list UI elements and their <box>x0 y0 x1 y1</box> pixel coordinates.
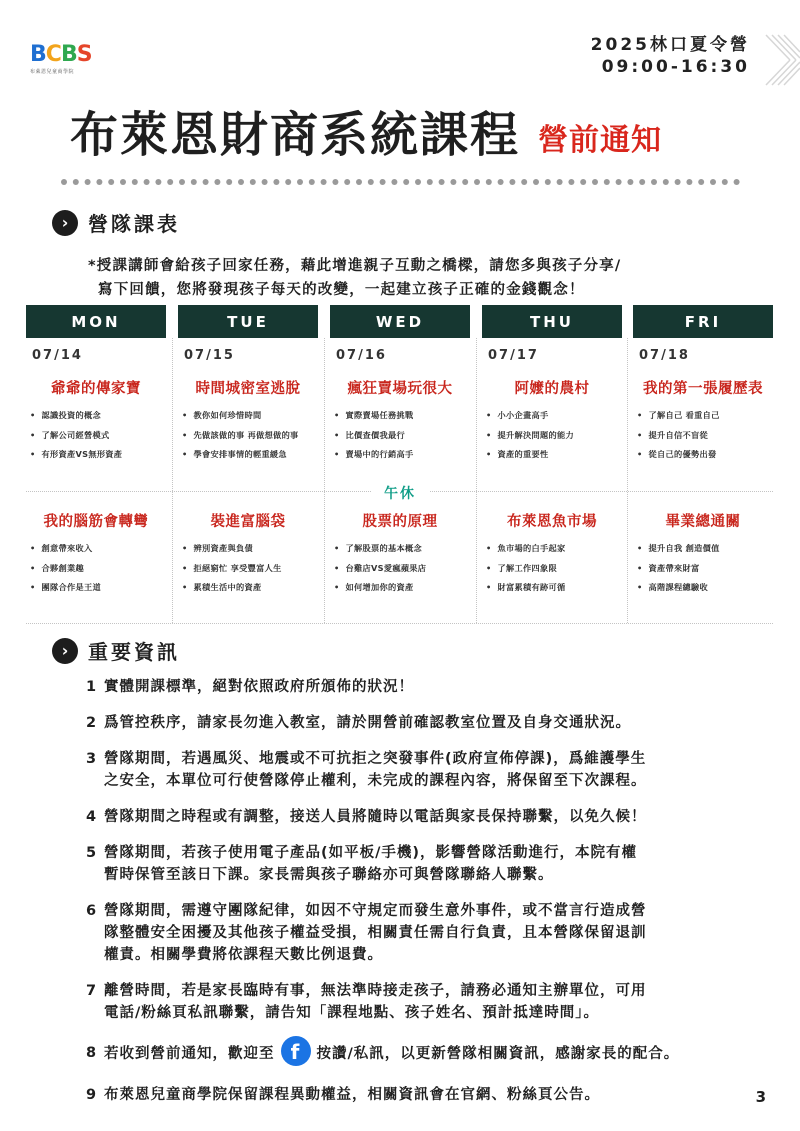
note-text: 營隊期間，若孩子使用電子產品(如平板/手機)，影響營隊活動進行，本院有權 暫時保管至該日下課。家長需與孩子聯絡亦可與營隊聯絡人聯繫。 <box>104 845 638 883</box>
logo-letter: B <box>30 42 46 67</box>
divider-dot <box>533 179 539 185</box>
afternoon-thu <box>482 510 622 601</box>
note-text: 營隊期間之時程或有調整，接送人員將隨時以電話與家長保持聯繫，以免久候！ <box>104 809 647 825</box>
point: • 資產的重要性 <box>486 448 622 468</box>
divider-dot <box>96 179 102 185</box>
divider-dot <box>285 179 291 185</box>
divider-dot <box>450 179 456 185</box>
point: • 學會安排事情的輕重緩急 <box>182 448 318 468</box>
point: • 高階課程總驗收 <box>637 581 773 601</box>
afternoon-topic: 股票的原理 <box>362 514 438 530</box>
day-column-tue <box>178 305 318 468</box>
note-item <box>86 842 766 886</box>
divider-dot <box>557 179 563 185</box>
divider-dot <box>580 179 586 185</box>
camp-name: 2025林口夏令營 <box>590 35 750 55</box>
divider-dot <box>509 179 515 185</box>
morning-points <box>178 409 318 468</box>
note-text-after: 按讚/私訊，以更新營隊相關資訊，感謝家長的配合。 <box>316 1046 680 1062</box>
divider-dot <box>734 179 740 185</box>
schedule-section-header <box>52 208 180 237</box>
divider-dot <box>462 179 468 185</box>
divider-dot <box>627 179 633 185</box>
point: • 了解工作四象限 <box>486 562 622 582</box>
point: • 資產帶來財富 <box>637 562 773 582</box>
point: • 提升自我 創造價值 <box>637 542 773 562</box>
info-section-title: 重要資訊 <box>88 640 180 664</box>
note-item <box>86 900 766 966</box>
day-date: 07/17 <box>488 348 539 363</box>
divider-dot <box>498 179 504 185</box>
day-header: WED <box>330 305 470 338</box>
note-text-before: 若收到營前通知，歡迎至 <box>104 1046 275 1062</box>
note-item <box>86 1084 766 1106</box>
day-column-fri <box>633 305 773 468</box>
divider-dot <box>61 179 67 185</box>
afternoon-tue <box>178 510 318 601</box>
note-item <box>86 980 766 1024</box>
logo-letter: S <box>76 42 92 67</box>
divider-dot <box>368 179 374 185</box>
day-date: 07/15 <box>184 348 235 363</box>
divider-dot <box>297 179 303 185</box>
divider-dot <box>85 179 91 185</box>
note-number: 3 <box>86 751 98 767</box>
point: • 小小企畫高手 <box>486 409 622 429</box>
day-date: 07/14 <box>32 348 83 363</box>
afternoon-mon <box>26 510 166 601</box>
divider-dot <box>639 179 645 185</box>
chevron-right-icon: › <box>52 210 78 236</box>
point: • 先做該做的事 再做想做的事 <box>182 429 318 449</box>
schedule-grid <box>26 305 773 625</box>
page-subtitle: 營前通知 <box>538 123 663 158</box>
note-number: 5 <box>86 845 98 861</box>
divider-dot <box>344 179 350 185</box>
day-header: FRI <box>633 305 773 338</box>
note-number: 7 <box>86 983 98 999</box>
note-item <box>86 676 766 698</box>
divider-dot <box>698 179 704 185</box>
logo-letter: B <box>60 42 77 67</box>
afternoon-wed <box>330 510 470 601</box>
point: • 認識投資的概念 <box>30 409 166 429</box>
afternoon-fri <box>633 510 773 601</box>
logo-letter: C <box>45 42 61 67</box>
divider-dot <box>321 179 327 185</box>
note-text: 布萊恩兒童商學院保留課程異動權益，相關資訊會在官網、粉絲頁公告。 <box>104 1087 600 1103</box>
schedule-bottom-separator <box>26 623 773 624</box>
note-item <box>86 712 766 734</box>
point: • 台雞店VS愛瘋蘋果店 <box>334 562 470 582</box>
divider-dot <box>415 179 421 185</box>
point: • 教你如何珍惜時間 <box>182 409 318 429</box>
point: • 了解自己 看重自己 <box>637 409 773 429</box>
divider-dot <box>167 179 173 185</box>
divider-dot <box>108 179 114 185</box>
point: • 創意帶來收入 <box>30 542 166 562</box>
logo-letters <box>30 40 100 66</box>
divider-dot <box>144 179 150 185</box>
divider-dot <box>592 179 598 185</box>
note-item <box>86 748 766 792</box>
divider-dot <box>604 179 610 185</box>
divider-dot <box>332 179 338 185</box>
morning-topic: 時間城密室逃脫 <box>195 381 301 397</box>
note-text: 營隊期間，需遵守團隊紀律，如因不守規定而發生意外事件，或不當言行造成營 隊整體安全困擾及其他孩子權益受損，相關責任需自行負責，且本營隊保留退訓 權責。相關學費將依課程天數比例退費。 <box>104 903 647 963</box>
facebook-icon[interactable]: f <box>281 1036 311 1066</box>
point: • 累積生活中的資產 <box>182 581 318 601</box>
divider-dot <box>262 179 268 185</box>
note-text: 離營時間，若是家長臨時有事，無法準時接走孩子，請務必通知主辦單位，可用 電話/粉絲頁私訊聯繫，請告知「課程地點、孩子姓名、預計抵達時間」。 <box>104 983 647 1021</box>
divider-dot <box>568 179 574 185</box>
note-number: 4 <box>86 809 98 825</box>
divider-dot <box>238 179 244 185</box>
morning-points <box>482 409 622 468</box>
intro-line: 寫下回饋，您將發現孩子每天的改變，一起建立孩子正確的金錢觀念！ <box>98 282 585 298</box>
column-separator <box>627 338 628 623</box>
point: • 從自己的優勢出發 <box>637 448 773 468</box>
afternoon-points <box>178 542 318 601</box>
point: • 比價查價我最行 <box>334 429 470 449</box>
intro-line: *授課講師會給孩子回家任務，藉此增進親子互動之橋樑，請您多與孩子分享/ <box>88 258 622 274</box>
divider-dot <box>214 179 220 185</box>
notes-list <box>86 676 766 1106</box>
chevron-right-icon: › <box>52 638 78 664</box>
logo-subtitle: 布萊恩兒童商學院 <box>30 69 75 75</box>
point: • 合夥創業趣 <box>30 562 166 582</box>
note-number: 1 <box>86 679 98 695</box>
divider-dot <box>675 179 681 185</box>
afternoon-points <box>633 542 773 601</box>
divider-dot <box>521 179 527 185</box>
day-header: TUE <box>178 305 318 338</box>
afternoon-topic: 我的腦筋會轉彎 <box>43 514 149 530</box>
page-title: 布萊恩財商系統課程 <box>70 107 521 163</box>
dotted-divider <box>60 178 745 186</box>
lunch-label: 午休 <box>371 483 429 503</box>
divider-dot <box>226 179 232 185</box>
divider-dot <box>722 179 728 185</box>
afternoon-points <box>482 542 622 601</box>
brand-logo <box>30 40 100 75</box>
column-separator <box>324 338 325 623</box>
morning-topic: 我的第一張履歷表 <box>643 381 763 397</box>
note-text <box>104 1042 679 1066</box>
morning-topic: 爺爺的傳家寶 <box>51 381 141 397</box>
info-section-header <box>52 636 180 665</box>
camp-info <box>591 34 750 78</box>
divider-dot <box>203 179 209 185</box>
note-item <box>86 1042 766 1066</box>
divider-dot <box>356 179 362 185</box>
divider-dot <box>403 179 409 185</box>
afternoon-points <box>26 542 166 601</box>
divider-dot <box>686 179 692 185</box>
morning-points <box>633 409 773 468</box>
column-separator <box>172 338 173 623</box>
afternoon-topic: 裝進富腦袋 <box>210 514 286 530</box>
note-number: 9 <box>86 1087 98 1103</box>
divider-dot <box>179 179 185 185</box>
morning-topic: 阿嬤的農村 <box>514 381 590 397</box>
day-date: 07/16 <box>336 348 387 363</box>
point: • 提升解決問題的能力 <box>486 429 622 449</box>
point: • 拒絕窮忙 享受豐富人生 <box>182 562 318 582</box>
point: • 辨別資產與負債 <box>182 542 318 562</box>
divider-dot <box>545 179 551 185</box>
point: • 如何增加你的資產 <box>334 581 470 601</box>
point: • 團隊合作是王道 <box>30 581 166 601</box>
point: • 財富累積有跡可循 <box>486 581 622 601</box>
decorative-lines-icon <box>760 30 800 90</box>
divider-dot <box>391 179 397 185</box>
afternoon-topic: 布萊恩魚市場 <box>507 514 597 530</box>
divider-dot <box>155 179 161 185</box>
divider-dot <box>73 179 79 185</box>
divider-dot <box>191 179 197 185</box>
note-number: 8 <box>86 1045 98 1061</box>
afternoon-topic: 畢業總通關 <box>665 514 741 530</box>
morning-points <box>26 409 166 468</box>
point: • 賣場中的行銷高手 <box>334 448 470 468</box>
divider-dot <box>427 179 433 185</box>
divider-dot <box>486 179 492 185</box>
divider-dot <box>132 179 138 185</box>
point: • 有形資產VS無形資產 <box>30 448 166 468</box>
schedule-section-title: 營隊課表 <box>88 212 180 236</box>
note-text: 實體開課標準，絕對依照政府所頒佈的狀況！ <box>104 679 414 695</box>
note-number: 2 <box>86 715 98 731</box>
day-header: MON <box>26 305 166 338</box>
point: • 提升自信不盲從 <box>637 429 773 449</box>
point: • 魚市場的白手起家 <box>486 542 622 562</box>
day-date: 07/18 <box>639 348 690 363</box>
title-row <box>70 106 662 164</box>
divider-dot <box>651 179 657 185</box>
afternoon-points <box>330 542 470 601</box>
point: • 實際賣場任務挑戰 <box>334 409 470 429</box>
note-number: 6 <box>86 903 98 919</box>
note-item <box>86 806 766 828</box>
schedule-intro <box>88 254 621 302</box>
column-separator <box>476 338 477 623</box>
point: • 了解股票的基本概念 <box>334 542 470 562</box>
note-text: 爲管控秩序，請家長勿進入教室，請於開營前確認教室位置及自身交通狀況。 <box>104 715 631 731</box>
divider-dot <box>616 179 622 185</box>
day-column-wed <box>330 305 470 468</box>
morning-points <box>330 409 470 468</box>
note-text: 營隊期間，若遇風災、地震或不可抗拒之突發事件(政府宣佈停課)，爲維護學生 之安全，本單位可行使營隊停止權利，未完成的課程內容，將保留至下次課程。 <box>104 751 647 789</box>
divider-dot <box>710 179 716 185</box>
camp-time: 09:00-16:30 <box>601 57 750 77</box>
divider-dot <box>663 179 669 185</box>
divider-dot <box>439 179 445 185</box>
day-column-thu <box>482 305 622 468</box>
divider-dot <box>309 179 315 185</box>
divider-dot <box>273 179 279 185</box>
divider-dot <box>120 179 126 185</box>
day-header: THU <box>482 305 622 338</box>
divider-dot <box>474 179 480 185</box>
day-column-mon <box>26 305 166 468</box>
morning-topic: 瘋狂賣場玩很大 <box>347 381 453 397</box>
divider-dot <box>380 179 386 185</box>
divider-dot <box>250 179 256 185</box>
page-number: 3 <box>755 1088 766 1106</box>
point: • 了解公司經營模式 <box>30 429 166 449</box>
